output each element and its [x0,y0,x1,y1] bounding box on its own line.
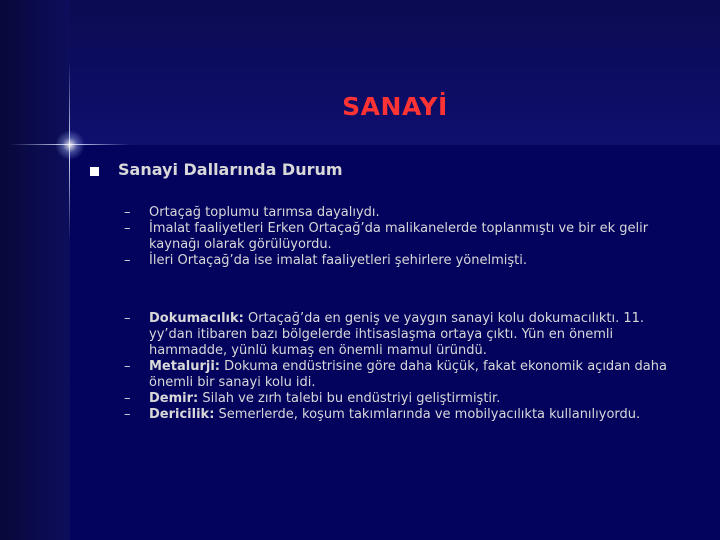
list-item [124,221,684,253]
light-flare-glow [55,130,85,160]
list-item-text: İleri Ortaçağ’da ise imalat faaliyetleri şehirlere yönelmişti. [149,253,527,268]
dash-bullet: – [124,407,131,422]
dash-bullet: – [124,311,131,326]
section-heading: Sanayi Dallarında Durum [118,160,343,179]
sub-list-industries [124,311,684,423]
dash-bullet: – [124,221,131,236]
industry-label: Dokumacılık: [149,311,244,326]
list-item [124,407,684,423]
list-item-text: Semerlerde, koşum takımlarında ve mobilyacılıkta kullanılıyordu. [214,407,641,422]
industry-label: Demir: [149,391,199,406]
dash-bullet: – [124,359,131,374]
list-item [124,311,684,359]
list-item-text: Silah ve zırh talebi bu endüstriyi geliştirmiştir. [198,391,501,406]
list-item-text: Dokuma endüstrisine göre daha küçük, fakat ekonomik açıdan daha önemli bir sanayi kolu idi. [149,359,667,390]
list-item [124,359,684,391]
background-top-band [0,0,720,145]
industry-label: Dericilik: [149,407,215,422]
list-item-text: İmalat faaliyetleri Erken Ortaçağ’da malikanelerde toplanmıştı ve bir ek gelir kaynağı olarak görülüyordu. [149,221,649,252]
dash-bullet: – [124,253,131,268]
sub-list-general [124,205,684,269]
list-item [124,391,684,407]
slide-title: SANAYİ [342,92,448,121]
background-left-band [0,0,70,540]
list-item [124,253,684,269]
dash-bullet: – [124,391,131,406]
list-item-text: Ortaçağ’da en geniş ve yaygın sanayi kolu dokumacılıktı. 11. yy’dan itibaren bazı bölgelerde ihtisaslaşma ortaya çıktı. Yün en önemli hammadde, yünlü kumaş en önemli mamul üründü. [149,311,645,358]
dash-bullet: – [124,205,131,220]
industry-label: Metalurji: [149,359,220,374]
square-bullet-icon [90,167,99,176]
list-item-text: Ortaçağ toplumu tarımsa dayalıydı. [149,205,380,220]
list-item [124,205,684,221]
